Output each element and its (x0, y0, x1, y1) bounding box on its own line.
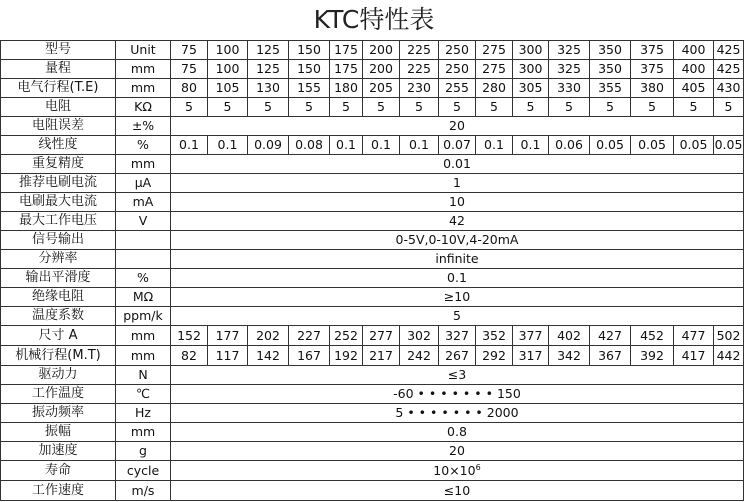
value-cell: 305 (513, 79, 549, 98)
table-row (1, 231, 744, 250)
value-cell: 5 (400, 98, 439, 117)
value-exponent: 6 (475, 462, 481, 472)
table-row (1, 385, 744, 404)
value-cell: 375 (631, 41, 674, 60)
param-name-cell: 型号 (1, 41, 116, 60)
unit-cell: Unit (116, 41, 171, 60)
param-name-cell: 量程 (1, 60, 116, 79)
merged-value-cell (171, 423, 744, 442)
value-cell: 352 (476, 326, 513, 346)
table-row (1, 155, 744, 174)
value-cell: 0.09 (248, 136, 289, 155)
value-cell: 0.1 (400, 136, 439, 155)
unit-cell: MΩ (116, 288, 171, 307)
unit-cell: μA (116, 174, 171, 193)
param-name-cell: 温度系数 (1, 307, 116, 326)
table-row (1, 326, 744, 346)
merged-value-cell (171, 250, 744, 269)
value-cell: 225 (400, 60, 439, 79)
value-cell: 242 (400, 346, 439, 366)
table-row (1, 250, 744, 269)
merged-value-text: 20 (449, 118, 465, 133)
spec-table-body (1, 41, 744, 501)
table-row (1, 307, 744, 326)
value-cell: 5 (439, 98, 476, 117)
unit-cell: cycle (116, 461, 171, 481)
table-row (1, 288, 744, 307)
value-cell: 0.05 (631, 136, 674, 155)
param-name-cell: 重复精度 (1, 155, 116, 174)
value-cell: 275 (476, 60, 513, 79)
unit-cell: mm (116, 60, 171, 79)
value-cell: 0.05 (674, 136, 714, 155)
value-cell: 367 (590, 346, 631, 366)
value-cell: 100 (208, 60, 248, 79)
value-cell: 225 (400, 41, 439, 60)
value-cell: 0.07 (439, 136, 476, 155)
value-cell: 350 (590, 41, 631, 60)
value-cell: 100 (208, 41, 248, 60)
merged-value-cell (171, 117, 744, 136)
value-cell: 180 (330, 79, 363, 98)
value-cell: 0.1 (208, 136, 248, 155)
param-name-cell: 工作速度 (1, 481, 116, 501)
value-cell: 5 (289, 98, 330, 117)
value-cell: 325 (549, 60, 590, 79)
value-cell: 392 (631, 346, 674, 366)
value-cell: 375 (631, 60, 674, 79)
value-cell: 5 (714, 98, 744, 117)
table-row (1, 404, 744, 423)
unit-cell: N (116, 366, 171, 385)
value-cell: 0.06 (549, 136, 590, 155)
value-cell: 5 (208, 98, 248, 117)
value-cell: 380 (631, 79, 674, 98)
table-row (1, 174, 744, 193)
param-name-cell: 电刷最大电流 (1, 193, 116, 212)
value-cell: 350 (590, 60, 631, 79)
value-cell: 202 (248, 326, 289, 346)
value-cell: 425 (714, 60, 744, 79)
unit-cell: mm (116, 423, 171, 442)
merged-value-text: 0.01 (443, 156, 471, 171)
value-cell: 452 (631, 326, 674, 346)
table-row (1, 212, 744, 231)
value-cell: 125 (248, 41, 289, 60)
value-cell: 0.1 (363, 136, 400, 155)
value-cell: 192 (330, 346, 363, 366)
value-cell: 5 (248, 98, 289, 117)
merged-value-cell (171, 366, 744, 385)
unit-cell: % (116, 136, 171, 155)
value-cell: 255 (439, 79, 476, 98)
value-cell: 0.08 (289, 136, 330, 155)
value-cell: 377 (513, 326, 549, 346)
param-name-cell: 工作温度 (1, 385, 116, 404)
value-cell: 267 (439, 346, 476, 366)
value-cell: 227 (289, 326, 330, 346)
value-cell: 280 (476, 79, 513, 98)
table-row (1, 269, 744, 288)
unit-cell: g (116, 442, 171, 461)
value-cell: 405 (674, 79, 714, 98)
unit-cell (116, 231, 171, 250)
value-cell: 75 (171, 41, 208, 60)
table-row (1, 442, 744, 461)
param-name-cell: 振动频率 (1, 404, 116, 423)
table-row (1, 41, 744, 60)
merged-value-text: 10 (449, 194, 465, 209)
table-row (1, 423, 744, 442)
value-cell: 125 (248, 60, 289, 79)
value-cell: 5 (674, 98, 714, 117)
merged-value-cell (171, 193, 744, 212)
value-cell: 425 (714, 41, 744, 60)
value-cell: 75 (171, 60, 208, 79)
value-cell: 142 (248, 346, 289, 366)
unit-cell: mm (116, 346, 171, 366)
param-name-cell: 最大工作电压 (1, 212, 116, 231)
value-cell: 175 (330, 60, 363, 79)
merged-value-cell (171, 307, 744, 326)
value-cell: 330 (549, 79, 590, 98)
param-name-cell: 电气行程(T.E) (1, 79, 116, 98)
param-name-cell: 输出平滑度 (1, 269, 116, 288)
value-cell: 327 (439, 326, 476, 346)
value-cell: 150 (289, 41, 330, 60)
param-name-cell: 寿命 (1, 461, 116, 481)
value-cell: 502 (714, 326, 744, 346)
value-cell: 167 (289, 346, 330, 366)
value-cell: 5 (549, 98, 590, 117)
value-cell: 0.1 (171, 136, 208, 155)
param-name-cell: 线性度 (1, 136, 116, 155)
merged-value-cell (171, 442, 744, 461)
value-cell: 80 (171, 79, 208, 98)
value-cell: 5 (171, 98, 208, 117)
merged-value-cell (171, 385, 744, 404)
unit-cell: mA (116, 193, 171, 212)
value-cell: 130 (248, 79, 289, 98)
merged-value-cell (171, 231, 744, 250)
value-cell: 105 (208, 79, 248, 98)
value-cell: 200 (363, 60, 400, 79)
value-cell: 5 (363, 98, 400, 117)
value-cell: 442 (714, 346, 744, 366)
merged-value-cell (171, 212, 744, 231)
param-name-cell: 振幅 (1, 423, 116, 442)
merged-value-text: -60 • • • • • • • 150 (393, 386, 521, 401)
param-name-cell: 驱动力 (1, 366, 116, 385)
table-row (1, 117, 744, 136)
value-cell: 150 (289, 60, 330, 79)
value-cell: 300 (513, 60, 549, 79)
merged-value-text: 0-5V,0-10V,4-20mA (395, 232, 519, 247)
param-name-cell: 电阻误差 (1, 117, 116, 136)
merged-value-text: 42 (449, 213, 465, 228)
value-cell: 300 (513, 41, 549, 60)
param-name-cell: 分辨率 (1, 250, 116, 269)
value-cell: 400 (674, 60, 714, 79)
merged-value-cell (171, 481, 744, 501)
param-name-cell: 尺寸 A (1, 326, 116, 346)
table-row (1, 461, 744, 481)
table-row (1, 193, 744, 212)
merged-value-text: 5 (453, 308, 461, 323)
value-cell: 0.05 (590, 136, 631, 155)
value-cell: 250 (439, 41, 476, 60)
merged-value-cell (171, 404, 744, 423)
merged-value-cell (171, 174, 744, 193)
unit-cell: mm (116, 79, 171, 98)
merged-value-cell (171, 461, 744, 481)
value-cell: 175 (330, 41, 363, 60)
param-name-cell: 信号输出 (1, 231, 116, 250)
value-cell: 402 (549, 326, 590, 346)
table-row (1, 366, 744, 385)
unit-cell: ±% (116, 117, 171, 136)
table-row (1, 98, 744, 117)
param-name-cell: 绝缘电阻 (1, 288, 116, 307)
value-cell: 430 (714, 79, 744, 98)
table-row (1, 136, 744, 155)
value-cell: 0.1 (330, 136, 363, 155)
merged-value-text: 0.8 (447, 424, 467, 439)
unit-cell: Hz (116, 404, 171, 423)
param-name-cell: 电阻 (1, 98, 116, 117)
value-cell: 417 (674, 346, 714, 366)
value-cell: 0.1 (513, 136, 549, 155)
table-row (1, 60, 744, 79)
value-cell: 317 (513, 346, 549, 366)
value-cell: 230 (400, 79, 439, 98)
value-cell: 152 (171, 326, 208, 346)
value-cell: 205 (363, 79, 400, 98)
param-name-cell: 机械行程(M.T) (1, 346, 116, 366)
merged-value-text: 20 (449, 443, 465, 458)
unit-cell: ppm/k (116, 307, 171, 326)
table-row (1, 481, 744, 501)
merged-value-text: ≥10 (443, 289, 471, 304)
value-cell: 117 (208, 346, 248, 366)
merged-value-text: ≤3 (447, 367, 467, 382)
value-cell: 277 (363, 326, 400, 346)
merged-value-text: 5 • • • • • • • 2000 (395, 405, 519, 420)
value-cell: 217 (363, 346, 400, 366)
value-cell: 0.1 (476, 136, 513, 155)
unit-cell: V (116, 212, 171, 231)
merged-value-cell (171, 288, 744, 307)
value-cell: 5 (330, 98, 363, 117)
merged-value-cell (171, 269, 744, 288)
value-cell: 292 (476, 346, 513, 366)
value-cell: 427 (590, 326, 631, 346)
value-cell: 477 (674, 326, 714, 346)
value-cell: 5 (476, 98, 513, 117)
unit-cell: mm (116, 326, 171, 346)
value-cell: 5 (513, 98, 549, 117)
value-cell: 250 (439, 60, 476, 79)
unit-cell: % (116, 269, 171, 288)
merged-value-text: 10×10 (433, 463, 476, 478)
value-cell: 0.05 (714, 136, 744, 155)
unit-cell: ℃ (116, 385, 171, 404)
value-cell: 342 (549, 346, 590, 366)
merged-value-cell (171, 155, 744, 174)
merged-value-text: ≤10 (443, 483, 471, 498)
param-name-cell: 推荐电刷电流 (1, 174, 116, 193)
value-cell: 5 (590, 98, 631, 117)
merged-value-text: infinite (435, 251, 479, 266)
merged-value-text: 1 (453, 175, 461, 190)
unit-cell: m/s (116, 481, 171, 501)
spec-table (0, 40, 744, 501)
table-row (1, 346, 744, 366)
unit-cell: KΩ (116, 98, 171, 117)
unit-cell (116, 250, 171, 269)
value-cell: 400 (674, 41, 714, 60)
value-cell: 302 (400, 326, 439, 346)
merged-value-text: 0.1 (447, 270, 467, 285)
value-cell: 275 (476, 41, 513, 60)
value-cell: 325 (549, 41, 590, 60)
value-cell: 5 (631, 98, 674, 117)
unit-cell: mm (116, 155, 171, 174)
table-title: KTC特性表 (313, 5, 435, 34)
value-cell: 82 (171, 346, 208, 366)
value-cell: 252 (330, 326, 363, 346)
table-row (1, 79, 744, 98)
value-cell: 155 (289, 79, 330, 98)
value-cell: 177 (208, 326, 248, 346)
value-cell: 355 (590, 79, 631, 98)
value-cell: 200 (363, 41, 400, 60)
param-name-cell: 加速度 (1, 442, 116, 461)
